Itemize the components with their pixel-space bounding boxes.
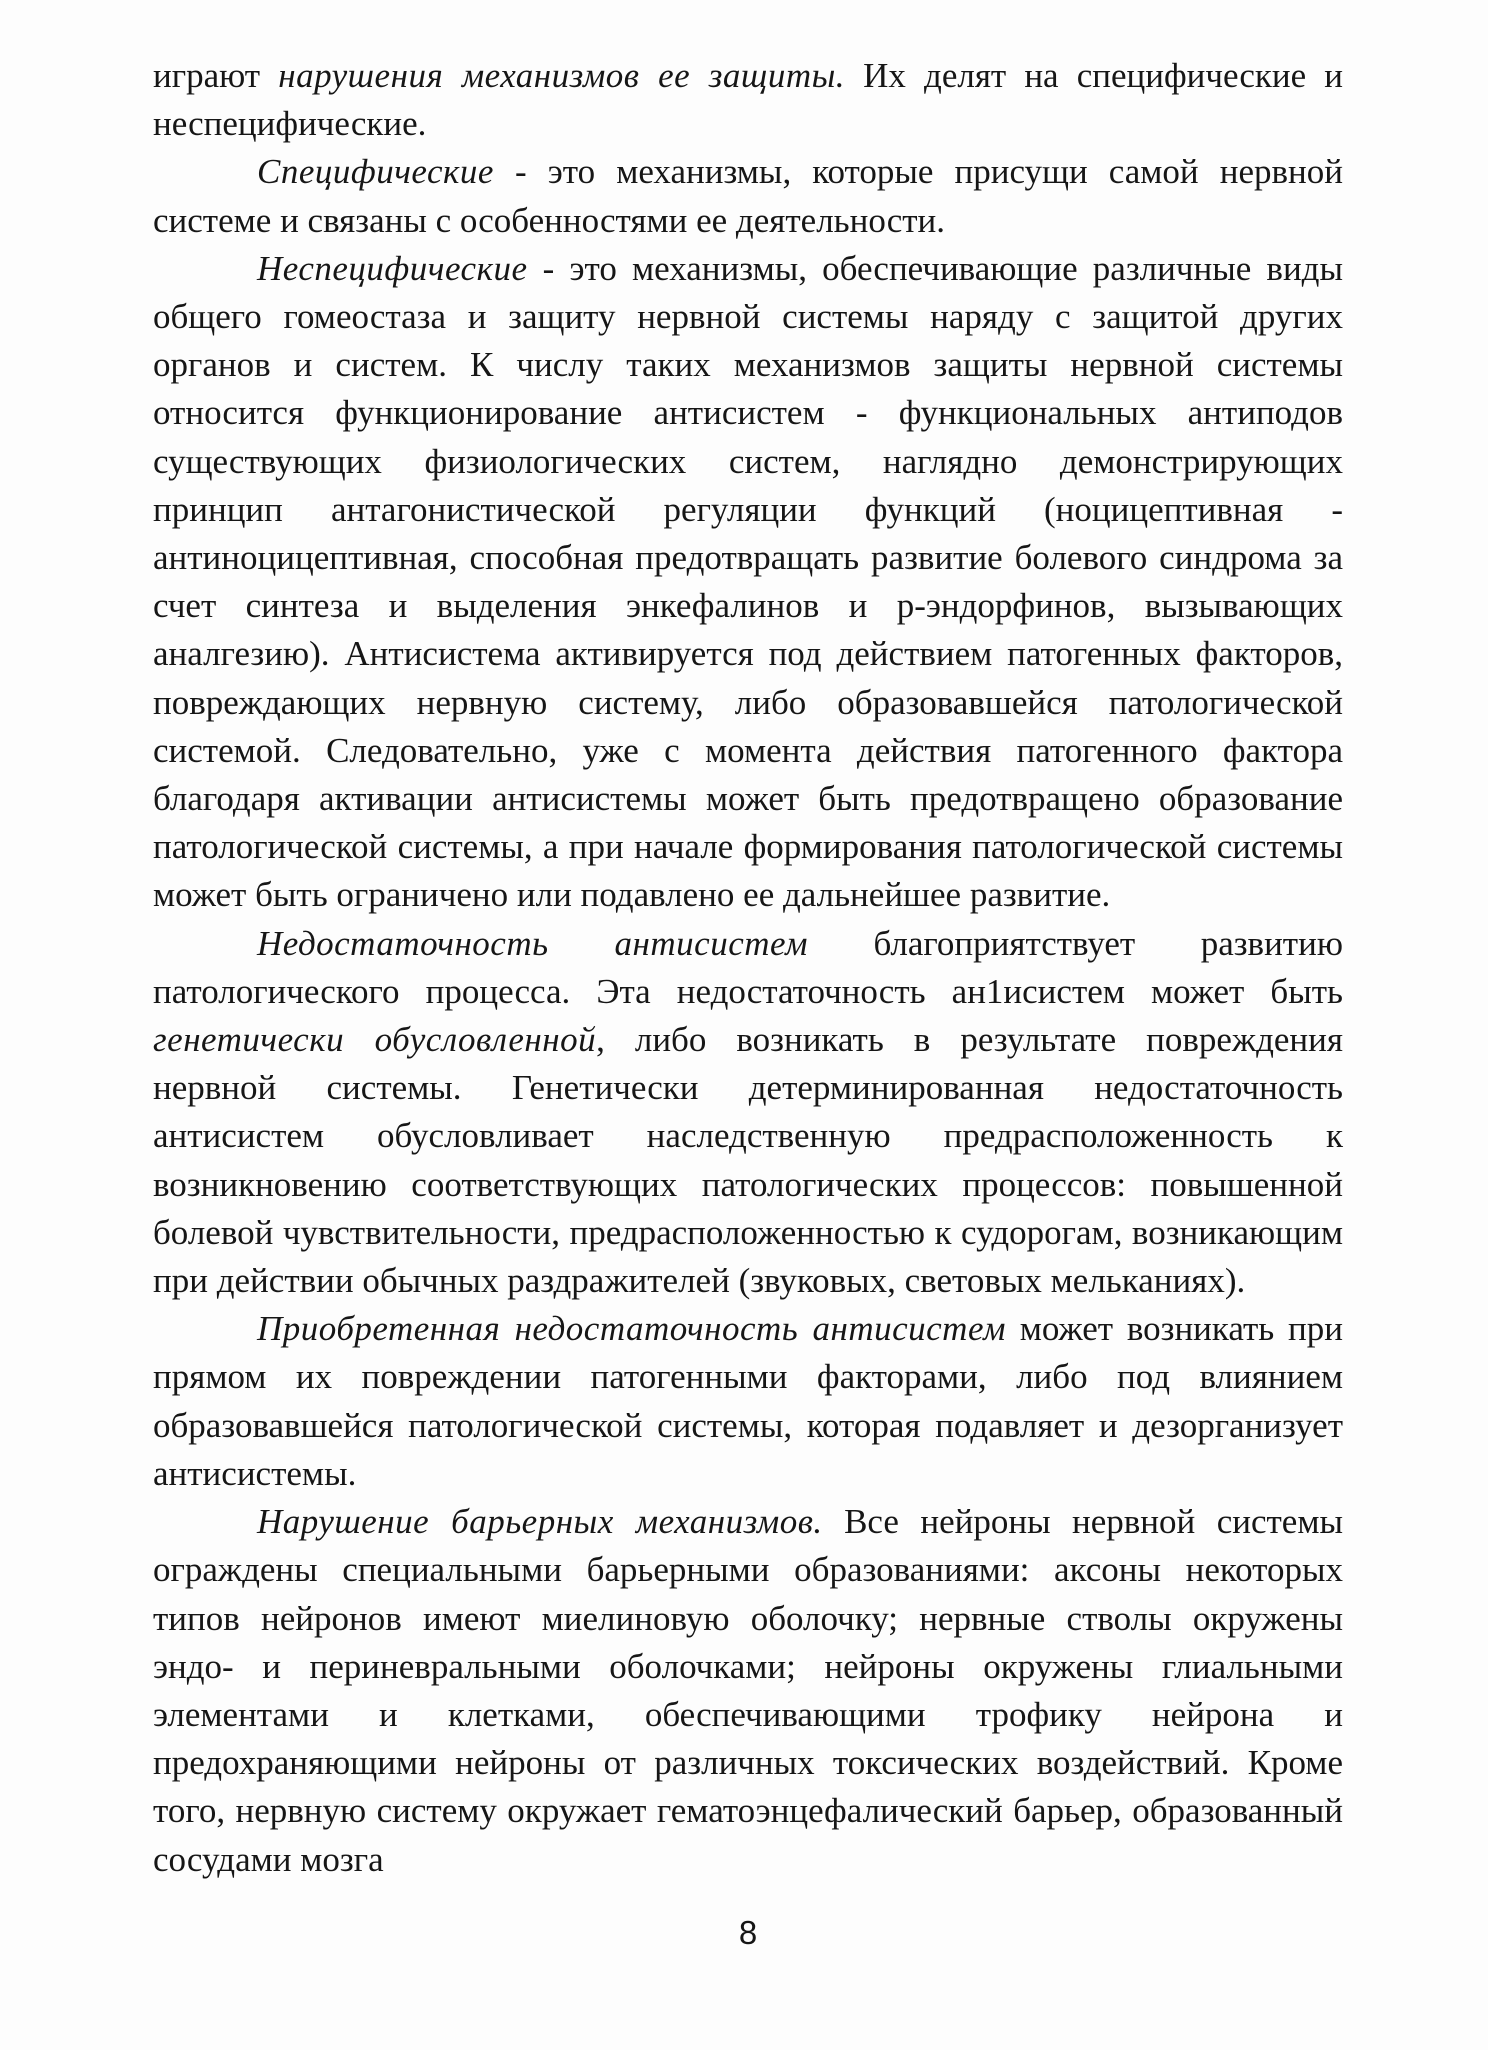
paragraph-body: - это механизмы, обеспечивающие различные виды общего гомеостаза и защиту нервной системы наряду с защитой других органов и систем. К числу таких механизмов защиты нервной системы относится функционирование антисистем - функциональных антиподов существующих физиологических систем, наглядно демонстрирующих принцип антагонистической регуляции функций (ноцицептивная - антиноцицептивная, способная предотвращать развитие болевого синдрома за счет синтеза и выделения энкефалинов и р-эндорфинов, вызывающих аналгезию). Антисистема активируется под действием патогенных факторов, повреждающих нервную систему, либо образовавшейся патологической системой. Следовательно, уже с момента действия патогенного фактора благодаря активации антисистемы может быть предотвращено образование патологической системы, а при начале формирования патологической системы может быть ограничено или подавлено ее дальнейшее развитие. [153,248,1343,915]
paragraph-lead: играют [153,56,279,95]
paragraph-body-continued: , либо возникать в результате повреждения нервной системы. Генетически детерминированная недостаточность антисистем обусловливает наследственную предрасположенность к возникновению соответствующих патологических процессов: повышенной болевой чувствительности, предрасположенностью к судорогам, возникающим при действии обычных раздражителей (звуковых, световых мельканиях). [153,1020,1343,1301]
page-number: 8 [738,1914,758,1951]
term-protection-disorders: нарушения механизмов ее защиты. [278,56,846,95]
paragraph-barrier-mechanisms [153,1498,1343,1884]
paragraph-body: - это механизмы, которые присущи самой нервной системе и связаны с особенностями ее деятельности. [153,152,1343,240]
term-antisystem-insufficiency: Недостаточность антисистем [257,923,809,963]
term-barrier-mechanisms: Нарушение барьерных механизмов. [257,1502,823,1542]
paragraph-specific [153,148,1343,244]
term-specific: Специфические [257,152,494,192]
paragraph-acquired-insufficiency [153,1305,1343,1498]
paragraph-body: благоприятствует развитию патологического процесса. Эта недостаточность ан1исистем может быть [153,923,1343,1011]
body-text [153,52,1343,1884]
paragraph-protection-intro [153,52,1343,148]
paragraph-nonspecific [153,245,1343,920]
paragraph-body: может возникать при прямом их повреждении патогенными факторами, либо под влиянием образовавшейся патологической системы, которая подавляет и дезорганизует антисистемы. [153,1309,1343,1493]
term-genetically-determined: генетически обусловленной [153,1020,597,1060]
paragraph-body: Их делят на специфические и неспецифические. [153,56,1343,144]
paragraph-body: Все нейроны нервной системы ограждены специальными барьерными образованиями: аксоны некоторых типов нейронов имеют миелиновую оболочку; нервные стволы окружены эндо- и периневральными оболочками; нейроны окружены глиальными элементами и клетками, обеспечивающими трофику нейрона и предохраняющими нейроны от различных токсических воздействий. Кроме того, нервную систему окружает гематоэнцефалический барьер, образованный сосудами мозга [153,1502,1343,1879]
term-nonspecific: Неспецифические [257,248,528,288]
term-acquired-insufficiency: Приобретенная недостаточность антисистем [257,1309,1006,1349]
paragraph-antisystem-insufficiency [153,920,1343,1306]
